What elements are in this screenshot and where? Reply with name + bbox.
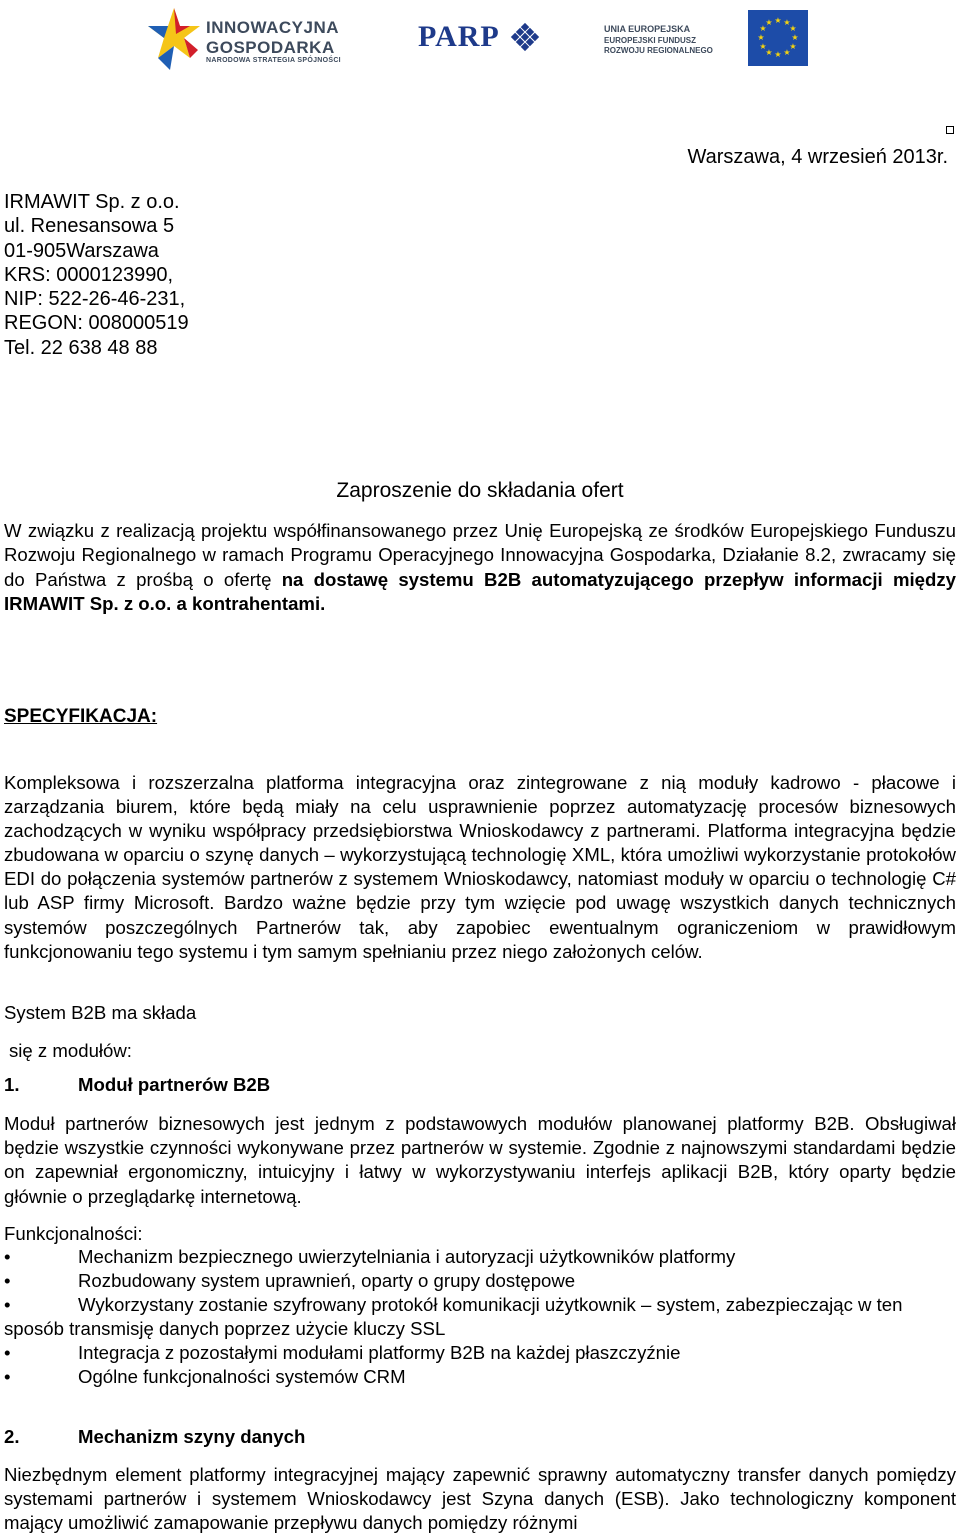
address-line: 01-905Warszawa (4, 239, 159, 262)
list-item (4, 1341, 956, 1365)
system-line-2: się z modułów: (9, 1040, 132, 1061)
list-item (4, 1269, 956, 1293)
address-line: Tel. 22 638 48 88 (4, 336, 158, 359)
svg-text:★: ★ (774, 16, 782, 25)
logo-ig-line3: NARODOWA STRATEGIA SPÓJNOŚCI (206, 57, 341, 64)
logo-ig-line2: GOSPODARKA (206, 38, 335, 57)
section-2-number: 2. (4, 1426, 20, 1447)
section-1-number: 1. (4, 1074, 20, 1095)
address-line: IRMAWIT Sp. z o.o. (4, 191, 180, 213)
parp-logo (418, 14, 550, 60)
functionalities-label: Funkcjonalności: (4, 1223, 143, 1244)
address-line: KRS: 0000123990, (4, 263, 174, 286)
list-item-text: Wykorzystany zostanie szyfrowany protokół komunikacji użytkownik – system, zabezpieczając w ten sposób transmisję danych poprzez użycie kluczy SSL (4, 1294, 903, 1339)
logo-parp-text: PARP (418, 20, 500, 53)
logo-ue-line2: EUROPEJSKI FUNDUSZ (604, 36, 697, 45)
bullet-icon: • (4, 1246, 11, 1267)
section-2-title: Mechanizm szyny danych (78, 1426, 306, 1447)
intro-paragraph (4, 519, 956, 617)
address-line: REGON: 008000519 (4, 312, 189, 335)
spec-heading: SPECYFIKACJA: (4, 706, 158, 727)
svg-text:★: ★ (759, 42, 767, 51)
address-line: NIP: 522-26-46-231, (4, 288, 186, 311)
intro-plain-text: W związku z realizacją projektu współfinansowanego przez Unię Europejską ze środków Europejskiego Funduszu Rozwoju Regionalnego w ramach Programu Operacyjnego Innowacyjna Gospodarka, Działanie 8.2, zwracamy się do Państwa z prośbą o ofertę (4, 520, 956, 590)
svg-text:★: ★ (789, 24, 797, 33)
list-item-text: Rozbudowany system uprawnień, oparty o grupy dostępowe (78, 1270, 576, 1291)
system-line-1: System B2B ma składa (4, 1002, 197, 1023)
diamond-grid-icon (508, 20, 542, 54)
svg-text:★: ★ (774, 50, 782, 59)
logo-ue-line1: UNIA EUROPEJSKA (604, 24, 691, 34)
svg-text:★: ★ (757, 33, 765, 42)
svg-text:★: ★ (759, 24, 767, 33)
bullet-icon: • (4, 1342, 11, 1363)
unia-europejska-logo (604, 8, 809, 66)
logo-ig-line1: INNOWACYJNA (206, 18, 340, 37)
document-title: Zaproszenie do składania ofert (336, 479, 624, 502)
section-1-paragraph: Moduł partnerów biznesowych jest jednym z podstawowych modułów planowanej platformy B2B. Obsługiwał będzie wszystkie czynności wykonywane przez partnerów w systemie. Zgodnie z najnowszymi standardami będzie on zapewniał ergonomiczny, intuicyjny i łatwy w wykorzystywaniu interfejs aplikacji B2B, który oparty będzie głównie o przeglądarkę internetową. (4, 1113, 956, 1207)
intro-bold-text: na dostawę systemu B2B automatyzującego przepływ informacji między IRMAWIT Sp. z o.o. a kontrahentami. (4, 568, 957, 615)
section-2-heading (4, 1426, 305, 1448)
section-1-heading (4, 1074, 270, 1096)
bullet-icon: • (4, 1270, 11, 1291)
svg-text:★: ★ (783, 18, 791, 27)
bullet-icon: • (4, 1366, 11, 1387)
address-line: ul. Renesansowa 5 (4, 215, 175, 238)
svg-text:★: ★ (789, 42, 797, 51)
section-2-paragraph: Niezbędnym element platformy integracyjnej mający zapewnić sprawny automatyczny transfer danych pomiędzy systemami partnerów i systemem Wnioskodawcy jest Szyna danych (ESB). Jako technologiczny komponent mający umożliwić zamapowanie przepływu danych pomiędzy różnymi (4, 1464, 956, 1534)
list-item-text: Mechanizm bezpiecznego uwierzytelniania i autoryzacji użytkowników platformy (78, 1246, 736, 1267)
svg-text:★: ★ (783, 48, 791, 57)
list-item (4, 1245, 956, 1269)
recipient-address (4, 190, 189, 360)
list-item (4, 1293, 956, 1341)
innowacyjna-gospodarka-logo (146, 4, 371, 72)
square-bullet-icon (946, 126, 954, 134)
star-icon (146, 4, 202, 72)
svg-text:★: ★ (791, 33, 799, 42)
list-item-text: Ogólne funkcjonalności systemów CRM (78, 1366, 406, 1387)
list-item (4, 1365, 956, 1389)
svg-text:★: ★ (765, 48, 773, 57)
spec-paragraph: Kompleksowa i rozszerzalna platforma integracyjna oraz zintegrowane z nią moduły kadrowo - płacowe i zarządzania biurem, które będą miały na celu usprawnienie poprzez automatyzację procesów biznesowych zachodzących w wyniku współpracy przedsiębiorstwa Wnioskodawcy z partnerami. Platforma integracyjna będzie zbudowana w oparciu o szynę danych – wykorzystującą technologię XML, która umożliwi wykorzystanie protokołów EDI do połączenia systemów partnerów z systemem Wnioskodawcy, natomiast moduły w oparciu o technologię C# lub ASP firmy Microsoft. Bardzo ważne będzie przy tym wzięcie pod uwagę wszystkich danych technicznych systemów poszczególnych Partnerów tak, aby zapobiec ewentualnym ograniczeniom w prawidłowym funkcjonowaniu tego systemu i tym samym spełnianiu przez niego założonych celów. (4, 772, 956, 962)
bullet-icon: • (4, 1294, 11, 1315)
list-item-text: Integracja z pozostałymi modułami platformy B2B na każdej płaszczyźnie (78, 1342, 681, 1363)
eu-flag-icon (748, 10, 808, 66)
header-logos (0, 0, 960, 80)
section-1-title: Moduł partnerów B2B (78, 1074, 271, 1095)
document-date: Warszawa, 4 wrzesień 2013r. (687, 146, 948, 168)
svg-text:★: ★ (765, 18, 773, 27)
logo-ue-line3: ROZWOJU REGIONALNEGO (604, 46, 713, 55)
